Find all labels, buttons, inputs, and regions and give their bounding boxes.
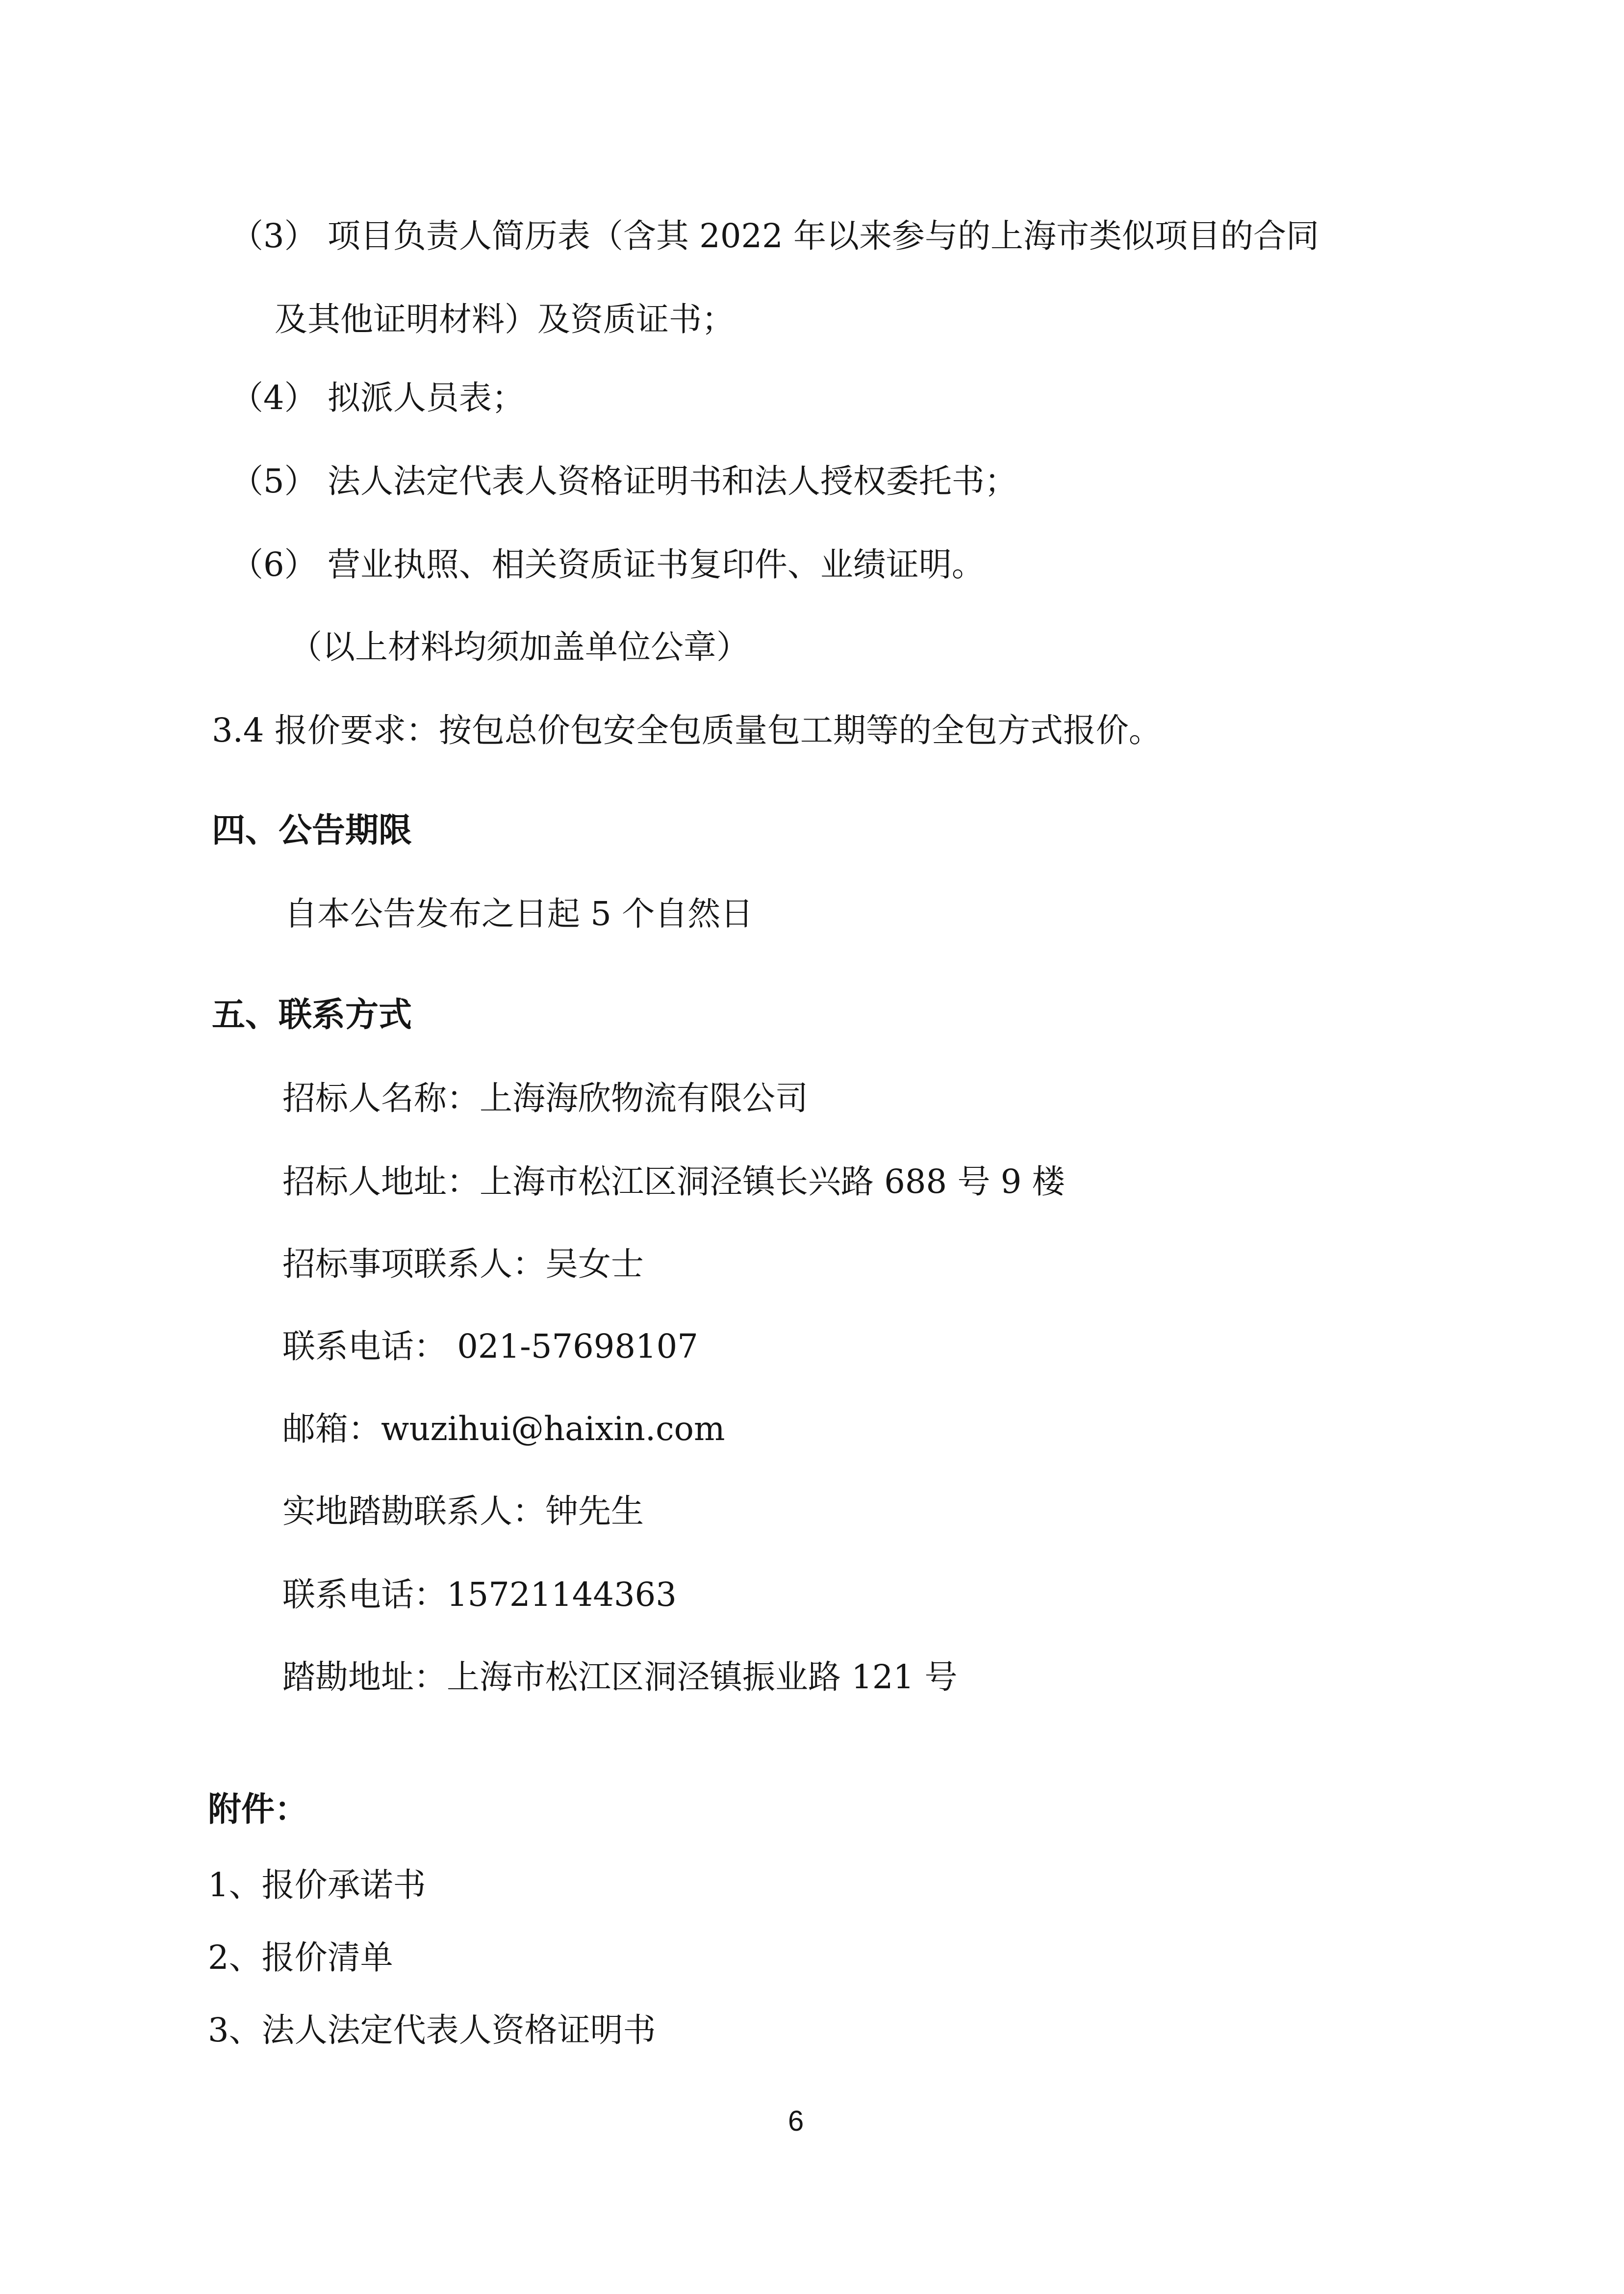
- item-3-line-2: 及其他证明材料）及资质证书；: [275, 300, 735, 338]
- email: 邮箱：wuzihui@haixin.com: [282, 1410, 725, 1448]
- quote-requirement: 3.4 报价要求：按包总价包安全包质量包工期等的全包方式报价。: [212, 711, 1162, 749]
- attachment-item: 3、法人法定代表人资格证明书: [208, 2011, 656, 2049]
- attachment-item: 1、报价承诺书: [208, 1866, 426, 1904]
- contact-person: 招标事项联系人：吴女士: [282, 1245, 644, 1283]
- site-phone: 联系电话：15721144363: [282, 1575, 677, 1614]
- attachments-heading: 附件：: [208, 1790, 308, 1829]
- item-6: （6） 营业执照、相关资质证书复印件、业绩证明。: [230, 545, 985, 584]
- announcement-period: 自本公告发布之日起 5 个自然日: [284, 895, 754, 933]
- site-address: 踏勘地址：上海市松江区洞泾镇振业路 121 号: [282, 1658, 958, 1696]
- tenderer-name: 招标人名称：上海海欣物流有限公司: [282, 1079, 808, 1117]
- contact-phone: 联系电话： 021-57698107: [282, 1327, 698, 1366]
- section-5-heading: 五、联系方式: [212, 996, 412, 1034]
- item-3-line-1: （3） 项目负责人简历表（含其 2022 年以来参与的上海市类似项目的合同: [230, 217, 1320, 255]
- attachment-item: 2、报价清单: [208, 1938, 393, 1977]
- page-number: 6: [788, 2105, 804, 2137]
- item-5: （5） 法人法定代表人资格证明书和法人授权委托书；: [230, 462, 1017, 500]
- stamp-note: （以上材料均须加盖单位公章）: [289, 628, 749, 666]
- item-4: （4） 拟派人员表；: [230, 379, 525, 417]
- section-4-heading: 四、公告期限: [212, 811, 412, 850]
- tenderer-address: 招标人地址：上海市松江区洞泾镇长兴路 688 号 9 楼: [282, 1162, 1065, 1201]
- site-contact: 实地踏勘联系人：钟先生: [282, 1492, 644, 1530]
